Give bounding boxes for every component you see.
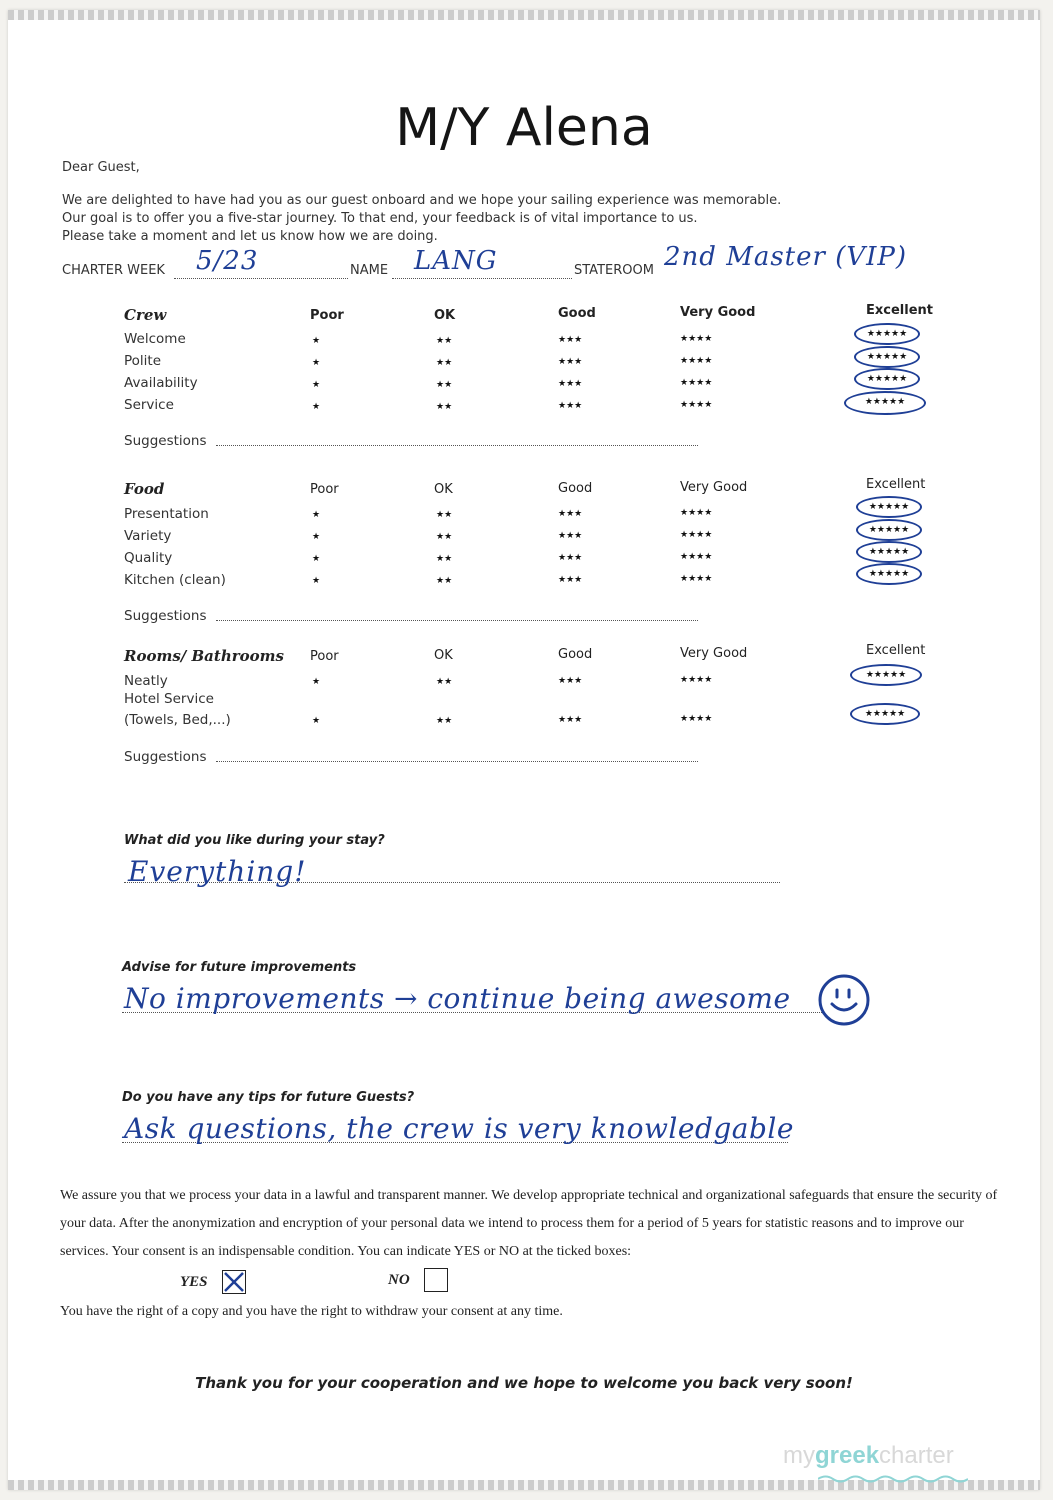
charter-week-field[interactable]: 5/23 [196,246,259,276]
section-title-food: Food [124,480,165,498]
star-option[interactable]: ★★★ [558,509,583,519]
star-option[interactable]: ★★★ [558,379,583,389]
crew-item-availability: Availability [124,375,198,391]
greeting: Dear Guest, [62,160,140,175]
rooms-suggestions-field[interactable] [216,761,698,762]
selected-rating-excellent[interactable]: ★★★★★ [850,664,922,686]
star-option[interactable]: ★★ [436,677,453,687]
star-option[interactable]: ★★ [436,402,453,412]
star-option[interactable]: ★★★★ [680,530,713,540]
food-item-presentation: Presentation [124,506,209,522]
rooms-item-towels-bed: (Towels, Bed,...) [124,712,231,728]
answer-liked[interactable]: Everything! [128,855,307,888]
star-option[interactable]: ★★★ [558,401,583,411]
section-title-crew: Crew [124,306,167,324]
food-suggestions-label: Suggestions [124,608,207,624]
rooms-item-neatly: Neatly [124,673,168,689]
star-option[interactable]: ★ [312,380,321,390]
star-option[interactable]: ★★★★ [680,714,713,724]
section-title-rooms: Rooms/ Bathrooms [124,647,284,665]
star-option[interactable]: ★★ [436,716,453,726]
name-label: NAME [350,263,389,278]
star-option[interactable]: ★★ [436,336,453,346]
answer-improvements[interactable]: No improvements → continue being awesome [124,982,791,1015]
star-option[interactable]: ★ [312,402,321,412]
food-item-variety: Variety [124,528,172,544]
x-mark-icon [223,1271,245,1293]
star-option[interactable]: ★★★ [558,715,583,725]
yes-label: YES [180,1274,208,1290]
star-option[interactable]: ★ [312,576,321,586]
crew-item-welcome: Welcome [124,331,186,347]
page-top-edge [8,10,1040,20]
star-option[interactable]: ★★★ [558,357,583,367]
star-option[interactable]: ★ [312,510,321,520]
star-option[interactable]: ★★★ [558,575,583,585]
wave-icon [818,1474,968,1484]
star-option[interactable]: ★★★★ [680,334,713,344]
selected-rating-excellent[interactable]: ★★★★★ [854,368,920,390]
stateroom-label: STATEROOM [574,263,654,278]
star-option[interactable]: ★ [312,677,321,687]
data-consent-text: We assure you that we process your data in a lawful and transparent manner. We develop appropriate technical and organizational safeguards that ensure the security of your data. After the anonymization and encryption of your personal data we intend to process them for a period of 5 years for statistic reasons and to improve our services. Your consent is an indispensable condition. You can indicate YES or NO at the ticked boxes: [60,1188,998,1259]
col-poor: Poor [310,649,339,664]
col-good: Good [558,481,593,496]
star-option[interactable]: ★★★★ [680,574,713,584]
question-tips: Do you have any tips for future Guests? [122,1090,415,1105]
col-ok: OK [434,308,456,323]
col-good: Good [558,647,593,662]
star-option[interactable]: ★★ [436,380,453,390]
star-option[interactable]: ★★ [436,358,453,368]
selected-rating-excellent[interactable]: ★★★★★ [856,541,922,563]
no-checkbox[interactable] [424,1268,448,1292]
col-poor: Poor [310,308,344,323]
crew-item-polite: Polite [124,353,162,369]
crew-item-service: Service [124,397,174,413]
food-suggestions-field[interactable] [216,620,698,621]
watermark-logo [783,1442,954,1470]
star-option[interactable]: ★★★ [558,531,583,541]
watermark-accent: greek [815,1442,880,1469]
selected-rating-excellent[interactable]: ★★★★★ [854,323,920,345]
charter-week-line [174,278,348,279]
food-item-kitchen: Kitchen (clean) [124,572,226,588]
stateroom-field[interactable]: 2nd Master (VIP) [664,242,908,272]
thanks-message: Thank you for your cooperation and we hope to welcome you back very soon! [195,1374,853,1392]
crew-suggestions-field[interactable] [216,445,698,446]
star-option[interactable]: ★ [312,358,321,368]
selected-rating-excellent[interactable]: ★★★★★ [856,563,922,585]
feedback-form-page [8,10,1040,1490]
star-option[interactable]: ★ [312,716,321,726]
col-ok: OK [434,648,453,663]
star-option[interactable]: ★★★★ [680,356,713,366]
selected-rating-excellent[interactable]: ★★★★★ [850,703,920,725]
col-good: Good [558,306,596,321]
smiley-face-icon [816,972,872,1028]
star-option[interactable]: ★★★★ [680,378,713,388]
intro-line: Our goal is to offer you a five-star journey. To that end, your feedback is of vital importance to us. [62,211,698,226]
rights-text: You have the right of a copy and you have the right to withdraw your consent at any time. [60,1304,563,1319]
intro-line: We are delighted to have had you as our guest onboard and we hope your sailing experience was memorable. [62,193,782,208]
form-title: M/Y Alena [395,98,653,158]
star-option[interactable]: ★★ [436,576,453,586]
watermark-suffix: charter [879,1442,954,1469]
star-option[interactable]: ★★★ [558,676,583,686]
star-option[interactable]: ★★ [436,510,453,520]
star-option[interactable]: ★★★★ [680,675,713,685]
col-very-good: Very Good [680,305,756,320]
col-excellent: Excellent [866,643,926,658]
question-liked: What did you like during your stay? [124,833,385,848]
col-excellent: Excellent [866,303,933,318]
name-field[interactable]: LANG [414,246,498,276]
col-excellent: Excellent [866,477,926,492]
col-very-good: Very Good [680,480,748,495]
yes-checkbox[interactable] [222,1270,246,1294]
charter-week-label: CHARTER WEEK [62,263,165,278]
star-option[interactable]: ★★★★ [680,508,713,518]
rooms-suggestions-label: Suggestions [124,749,207,765]
intro-line: Please take a moment and let us know how we are doing. [62,229,438,244]
name-line [392,278,572,279]
answer-tips[interactable]: Ask questions, the crew is very knowledgable [124,1112,794,1145]
star-option[interactable]: ★ [312,554,321,564]
star-option[interactable]: ★ [312,336,321,346]
food-item-quality: Quality [124,550,173,566]
col-ok: OK [434,482,453,497]
selected-rating-excellent[interactable]: ★★★★★ [844,391,926,415]
star-option[interactable]: ★★★★ [680,552,713,562]
selected-rating-excellent[interactable]: ★★★★★ [854,346,920,368]
star-option[interactable]: ★★★★ [680,400,713,410]
watermark-prefix: my [783,1442,815,1469]
crew-suggestions-label: Suggestions [124,433,207,449]
selected-rating-excellent[interactable]: ★★★★★ [856,496,922,518]
star-option[interactable]: ★★★ [558,335,583,345]
rooms-item-hotel-service: Hotel Service [124,691,214,707]
intro-text [62,192,781,246]
col-poor: Poor [310,482,339,497]
question-improvements: Advise for future improvements [122,960,357,975]
col-very-good: Very Good [680,646,748,661]
no-label: NO [388,1272,410,1288]
star-option[interactable]: ★★ [436,532,453,542]
selected-rating-excellent[interactable]: ★★★★★ [856,519,922,541]
star-option[interactable]: ★★★ [558,553,583,563]
star-option[interactable]: ★ [312,532,321,542]
star-option[interactable]: ★★ [436,554,453,564]
